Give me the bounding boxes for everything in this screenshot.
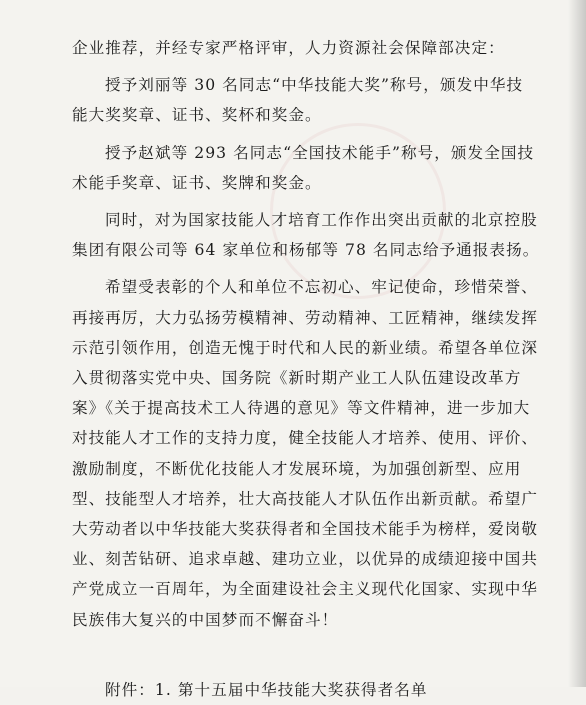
paragraph-5-line-7: 激励制度，不断优化技能人才发展环境，为加强创新型、应用 bbox=[72, 459, 522, 478]
paragraph-5-line-3: 示范引领作用，创造无愧于时代和人民的新业绩。希望各单位深 bbox=[72, 338, 539, 357]
paragraph-4-line-2: 集团有限公司等 64 家单位和杨郁等 78 名同志给予通报表扬。 bbox=[72, 241, 540, 260]
paragraph-2-line-1: 授予刘丽等 30 名同志“中华技能大奖”称号，颁发中华技 bbox=[105, 76, 524, 95]
paragraph-5-line-9: 大劳动者以中华技能大奖获得者和全国技术能手为榜样，爱岗敬 bbox=[72, 520, 539, 539]
paragraph-3-line-1: 授予赵斌等 293 名同志“全国技术能手”称号，颁发全国技 bbox=[105, 143, 535, 162]
paragraph-gap bbox=[72, 63, 542, 70]
document-body bbox=[72, 33, 542, 705]
attachment-gap bbox=[72, 635, 542, 675]
paragraph-5-line-4: 入贯彻落实党中央、国务院《新时期产业工人队伍建设改革方 bbox=[72, 369, 522, 388]
paragraph-3-line-2: 术能手奖章、证书、奖牌和奖金。 bbox=[72, 173, 322, 192]
paragraph-gap bbox=[72, 198, 542, 205]
paragraph-gap bbox=[72, 131, 542, 138]
paragraph-5-line-10: 业、刻苦钻研、追求卓越、建功立业，以优异的成绩迎接中国共 bbox=[72, 550, 539, 569]
paragraph-4-line-1: 同时，对为国家技能人才培育工作作出突出贡献的北京控股 bbox=[105, 211, 538, 230]
paragraph-2-line-2: 能大奖奖章、证书、奖杯和奖金。 bbox=[72, 106, 322, 125]
page-edge-shadow bbox=[568, 0, 586, 687]
paragraph-5-line-1: 希望受表彰的个人和单位不忘初心、牢记使命，珍惜荣誉、 bbox=[105, 278, 538, 297]
paragraph-5-line-8: 型、技能型人才培养，壮大高技能人才队伍作出新贡献。希望广 bbox=[72, 489, 539, 508]
paragraph-gap bbox=[72, 265, 542, 272]
attachment-line: 附件：1. 第十五届中华技能大奖获得者名单 bbox=[105, 680, 428, 699]
paragraph-5-line-6: 对技能人才工作的支持力度，健全技能人才培养、使用、评价、 bbox=[72, 429, 539, 448]
paragraph-5-line-5: 案》《关于提高技术工人待遇的意见》等文件精神，进一步加大 bbox=[72, 399, 531, 418]
paragraph-5-line-11: 产党成立一百周年，为全面建设社会主义现代化国家、实现中华 bbox=[72, 580, 539, 599]
paragraph-1-line-1: 企业推荐，并经专家严格评审，人力资源社会保障部决定： bbox=[72, 39, 505, 57]
paragraph-5-line-2: 再接再厉，大力弘扬劳模精神、劳动精神、工匠精神，继续发挥 bbox=[72, 308, 539, 327]
paragraph-5-line-12: 民族伟大复兴的中国梦而不懈奋斗！ bbox=[72, 610, 339, 629]
